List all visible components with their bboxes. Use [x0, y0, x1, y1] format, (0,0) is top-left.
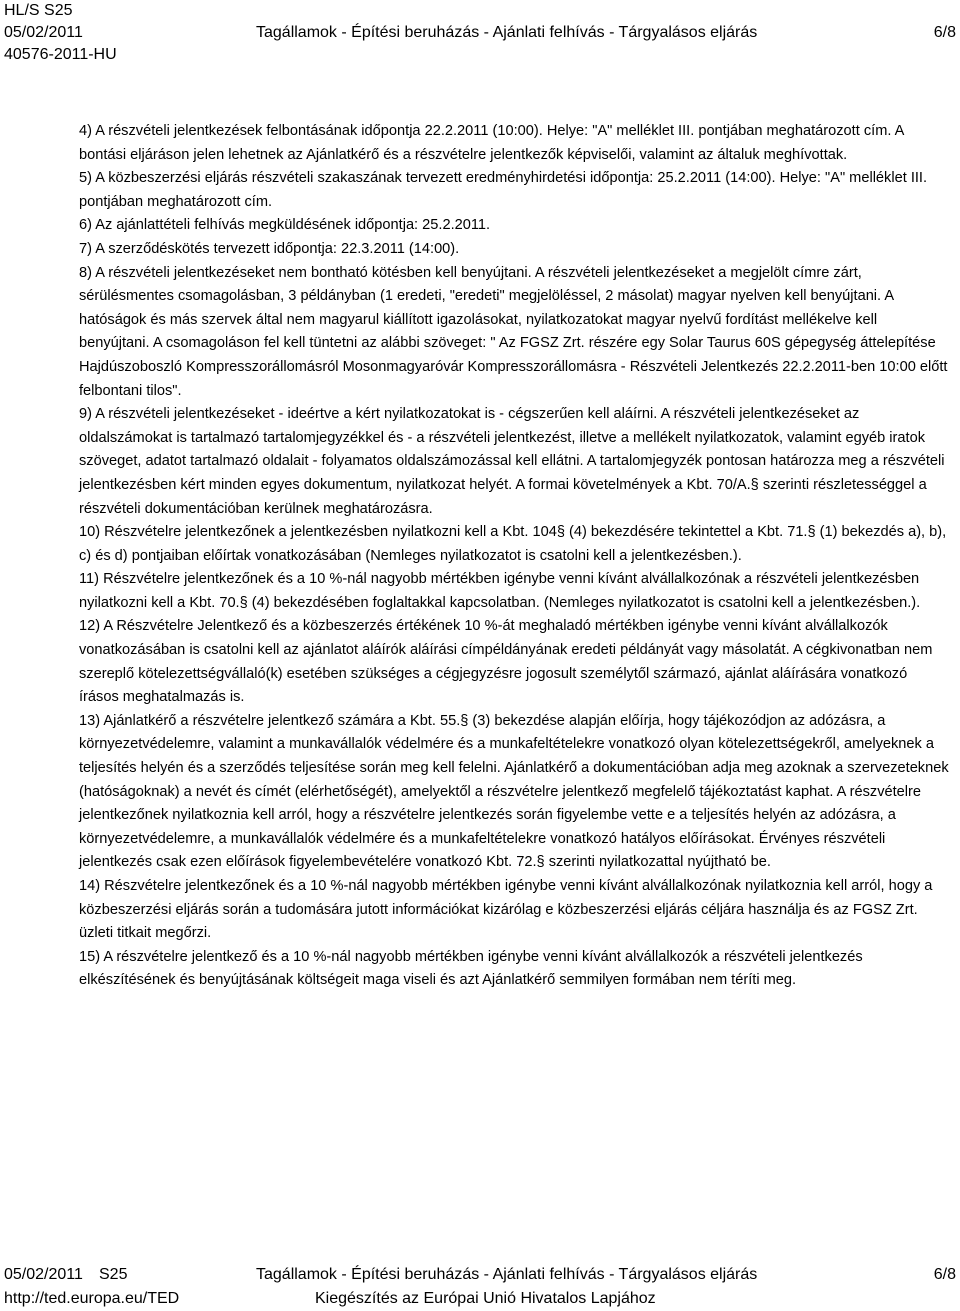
paragraph-9: 9) A részvételi jelentkezéseket - ideértve a kért nyilatkozatokat is - cégszerűen kell aláírni. A részvételi jelentkezéseket az oldalszámokat is tartalmazó tartalomjegyzékkel és - a részvételi jelentkezést, illetve a mellékelt nyilatkozatok, valamint egyéb iratok szöveget, adatot tartalmazó oldalait - folyamatos oldalszámozással kell ellátni. A tartalomjegyzék pontosan határozza meg a részvételi jelentkezésben kért minden egyes dokumentum, nyilatkozat helyét. A formai követelmények a Kbt. 70/A.§ szerinti részletességgel a részvételi dokumentációban kerülnek meghatározásra. — [79, 406, 945, 517]
footer-supplement: Kiegészítés az Európai Unió Hivatalos Lapjához — [315, 1290, 656, 1307]
document-body — [79, 120, 951, 993]
paragraph-10: 10) Részvételre jelentkezőnek a jelentkezésben nyilatkozni kell a Kbt. 104§ (4) bekezdésére tekintettel a Kbt. 71.§ (1) bekezdés a), b), c) és d) pontjaiban előírtak vonatkozásában (Nemleges nyilatkozatot is csatolni kell a jelentkezésben.). — [79, 524, 947, 564]
footer-page-number: 6/8 — [933, 1266, 956, 1283]
header-page-number: 6/8 — [933, 24, 956, 41]
paragraph-5: 5) A közbeszerzési eljárás részvételi szakaszának tervezett eredményhirdetési időpontja: 25.2.2011 (14:00). Helye: "A" melléklet III. pontjában meghatározott cím. — [79, 170, 928, 210]
paragraph-4: 4) A részvételi jelentkezések felbontásának időpontja 22.2.2011 (10:00). Helye: "A" melléklet III. pontjában meghatározott cím. A bontási eljáráson jelen lehetnek az Ajánlatkérő és a részvételre jelentkezők képviselői, valamint az általuk meghívottak. — [79, 123, 904, 163]
footer-date: 05/02/2011 — [4, 1266, 83, 1283]
paragraph-12: 12) A Részvételre Jelentkező és a közbeszerzés értékének 10 %-át meghaladó mértékben igénybe venni kívánt alvállalkozók vonatkozásában is csatolni kell az ajánlatot aláírók aláírási címpéldányának eredeti példányát vagy másolatát. A cégkivonatban nem szereplő kötelezettségvállaló(k) esetében szükséges a cégjegyzésre jogosult személytől származó, ajánlat aláírására vonatkozó írásos meghatalmazás is. — [79, 618, 933, 706]
paragraph-7: 7) A szerződéskötés tervezett időpontja: 22.3.2011 (14:00). — [79, 240, 460, 257]
paragraph-13: 13) Ajánlatkérő a részvételre jelentkező számára a Kbt. 55.§ (3) bekezdése alapján előírja, hogy tájékozódjon az adózásra, a környezetvédelemre, valamint a munkavállalók védelmére és a munkafeltételekre vonatkozó olyan kötelezettségekről, amelyeknek a teljesítés helyén és a szerződés teljesítése során meg kell felelni. Ajánlatkérő a dokumentációban adja meg azoknak a szervezeteknek (hatóságoknak) a nevét és címét (elérhetőségét), amelyektől a részvételre jelentkező megfelelő tájékoztatást kaphat. A részvételre jelentkezőnek nyilatkoznia kell arról, hogy a részvételre jelentkezés során figyelembe vette e a teljesítés helyén az adózásra, a környezetvédelemre, a munkavállalók védelmére és a munkafeltételekre vonatkozó hatályos előírásokat. Érvényes részvételi jelentkezés csak ezen előírások figyelembevételére vonatkozó Kbt. 72.§ szerinti nyilatkozattal nyújtható be. — [79, 712, 949, 871]
header-series: HL/S S25 — [4, 2, 73, 19]
paragraph-6: 6) Az ajánlattételi felhívás megküldésének időpontja: 25.2.2011. — [79, 217, 491, 234]
paragraph-15: 15) A részvételre jelentkező és a 10 %-nál nagyobb mértékben igénybe venni kívánt alvállalkozók a részvételi jelentkezés elkészítésének és benyújtásának költségeit maga viseli és azt Ajánlatkérő semmilyen formában nem téríti meg. — [79, 948, 863, 989]
header-title: Tagállamok - Építési beruházás - Ajánlati felhívás - Tárgyalásos eljárás — [256, 24, 758, 41]
footer-ted-link[interactable]: http://ted.europa.eu/TED — [4, 1290, 180, 1307]
paragraph-14: 14) Részvételre jelentkezőnek és a 10 %-nál nagyobb mértékben igénybe venni kívánt alvállalkozónak nyilatkoznia kell arról, hogy a közbeszerzési eljárás során a tudomására jutott információkat kizárólag e közbeszerzési eljárás céljára használja és az FGSZ Zrt. üzleti titkait megőrzi. — [79, 878, 933, 942]
page-header — [4, 0, 956, 70]
footer-title: Tagállamok - Építési beruházás - Ajánlati felhívás - Tárgyalásos eljárás — [256, 1266, 758, 1283]
header-date: 05/02/2011 — [4, 24, 83, 41]
paragraph-11: 11) Részvételre jelentkezőnek és a 10 %-nál nagyobb mértékben igénybe venni kívánt alvállalkozónak a részvételi jelentkezésben nyilatkozni kell a Kbt. 70.§ (4) bekezdésében foglaltakkal kapcsolatban. (Nemleges nyilatkozatot is csatolni kell a jelentkezésben.). — [79, 571, 921, 611]
footer-series: S25 — [99, 1266, 128, 1283]
header-notice-id: 40576-2011-HU — [4, 46, 117, 63]
page-footer — [4, 1264, 956, 1311]
paragraph-8: 8) A részvételi jelentkezéseket nem bontható kötésben kell benyújtani. A részvételi jelentkezéseket a megjelölt címre zárt, sérülésmentes csomagolásban, 3 példányban (1 eredeti, "eredeti" megjelöléssel, 2 másolat) magyar nyelven kell benyújtani. A hatóságok és más szervek által nem magyarul kiállított igazolásokat, nyilatkozatokat magyar nyelvű fordítást mellékelve kell benyújtani. A csomagoláson fel kell tüntetni az alábbi szöveget: " Az FGSZ Zrt. részére egy Solar Taurus 60S gépegység áttelepítése Hajdúszoboszló Kompresszorállomásról Mosonmagyaróvár Kompresszorállomásra - Részvételi Jelentkezés 22.2.2011-ben 10:00 előtt felbontani tilos". — [79, 264, 948, 399]
